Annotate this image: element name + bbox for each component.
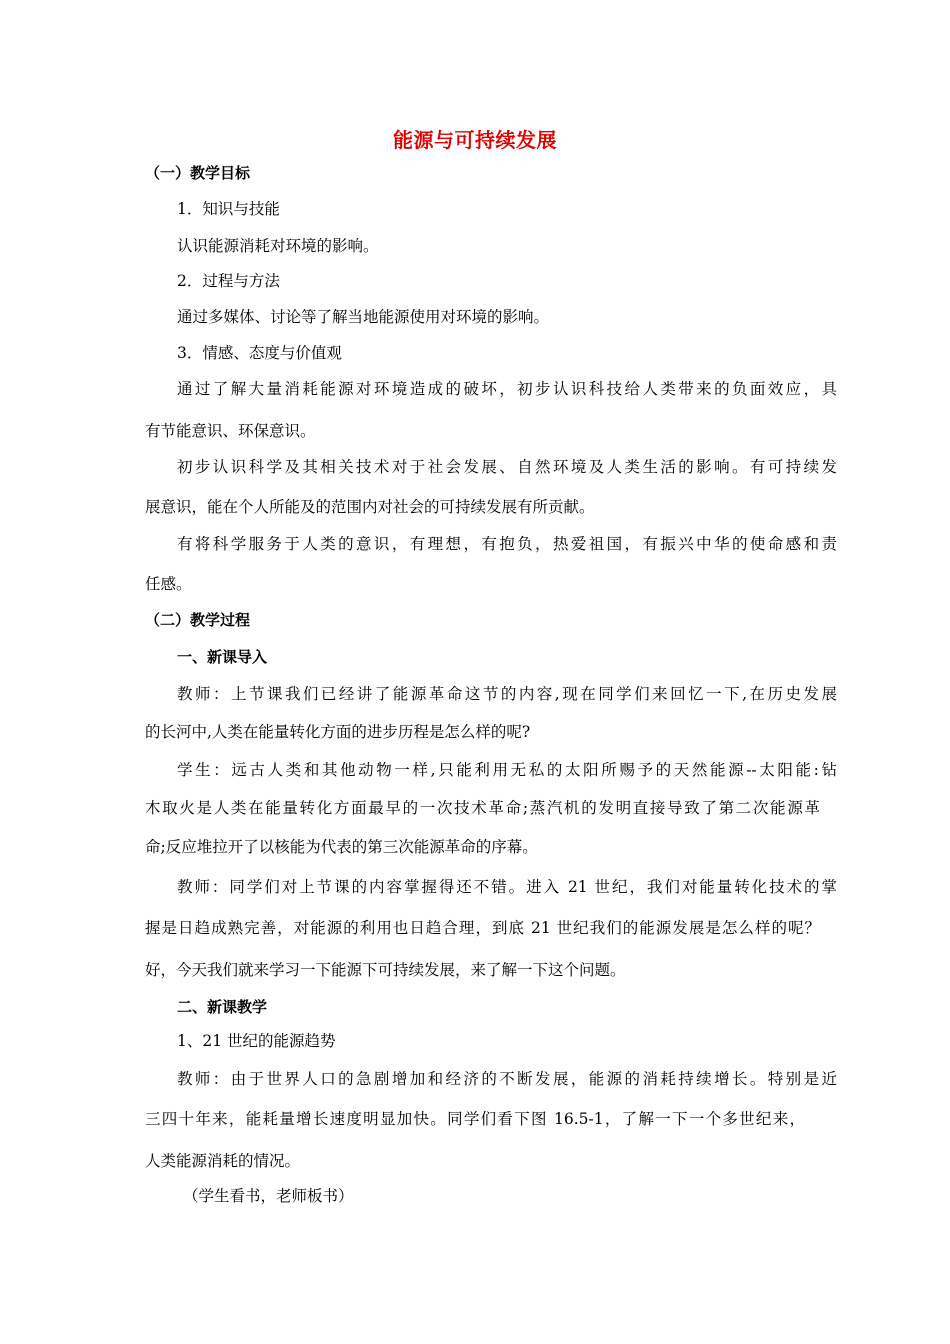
paragraph-line: 有节能意识、环保意识。 [145,422,316,440]
paragraph-line: 命;反应堆拉开了以核能为代表的第三次能源革命的序幕。 [145,838,538,856]
lesson-item-1: 1、21 世纪的能源趋势 [177,1032,336,1050]
objective-item-2-text: 通过多媒体、讨论等了解当地能源使用对环境的影响。 [177,308,550,326]
paragraph-line: 有将科学服务于人类的意识，有理想，有抱负，热爱祖国，有振兴中华的使命感和责 [177,535,837,553]
paragraph-line: 教师：上节课我们已经讲了能源革命这节的内容,现在同学们来回忆一下,在历史发展 [177,685,837,703]
paragraph-line: 展意识，能在个人所能及的范围内对社会的可持续发展有所贡献。 [145,498,595,516]
paragraph-line: 通过了解大量消耗能源对环境造成的破坏，初步认识科技给人类带来的负面效应，具 [177,380,837,398]
objective-item-1: 1．知识与技能 [177,200,280,218]
paragraph-line: 教师：同学们对上节课的内容掌握得还不错。进入 21 世纪，我们对能量转化技术的掌 [177,878,837,896]
paragraph-line: 学生：远古人类和其他动物一样,只能利用无私的太阳所赐予的天然能源--太阳能:钻 [177,761,837,779]
paragraph-line: 的长河中,人类在能量转化方面的进步历程是怎么样的呢? [145,723,531,741]
document-title: 能源与可持续发展 [393,128,557,152]
subheading-new-lesson: 二、新课教学 [177,998,268,1016]
section-heading-objectives: （一）教学目标 [145,164,251,182]
paragraph-line: 初步认识科学及其相关技术对于社会发展、自然环境及人类生活的影响。有可持续发 [177,458,837,476]
paragraph-line: 握是日趋成熟完善，对能源的利用也日趋合理，到底 21 世纪我们的能源发展是怎么样的呢？ [145,919,820,937]
paragraph-line: 好，今天我们就来学习一下能源下可持续发展，来了解一下这个问题。 [145,961,626,979]
paragraph-line: 教师：由于世界人口的急剧增加和经济的不断发展，能源的消耗持续增长。特别是近 [177,1070,837,1088]
objective-item-2: 2．过程与方法 [177,272,280,290]
objective-item-3: 3．情感、态度与价值观 [177,344,342,362]
paragraph-line: 任感。 [145,575,192,593]
section-heading-process: （二）教学过程 [145,611,251,629]
stage-note: （学生看书，老师板书） [183,1187,354,1205]
paragraph-line: 人类能源消耗的情况。 [145,1152,301,1170]
subheading-intro: 一、新课导入 [177,648,268,666]
paragraph-line: 木取火是人类在能量转化方面最早的一次技术革命;蒸汽机的发明直接导致了第二次能源革 [145,799,820,817]
objective-item-1-text: 认识能源消耗对环境的影响。 [177,237,379,255]
paragraph-line: 三四十年来，能耗量增长速度明显加快。同学们看下图 16.5-1，了解一下一个多世纪来， [145,1110,805,1128]
